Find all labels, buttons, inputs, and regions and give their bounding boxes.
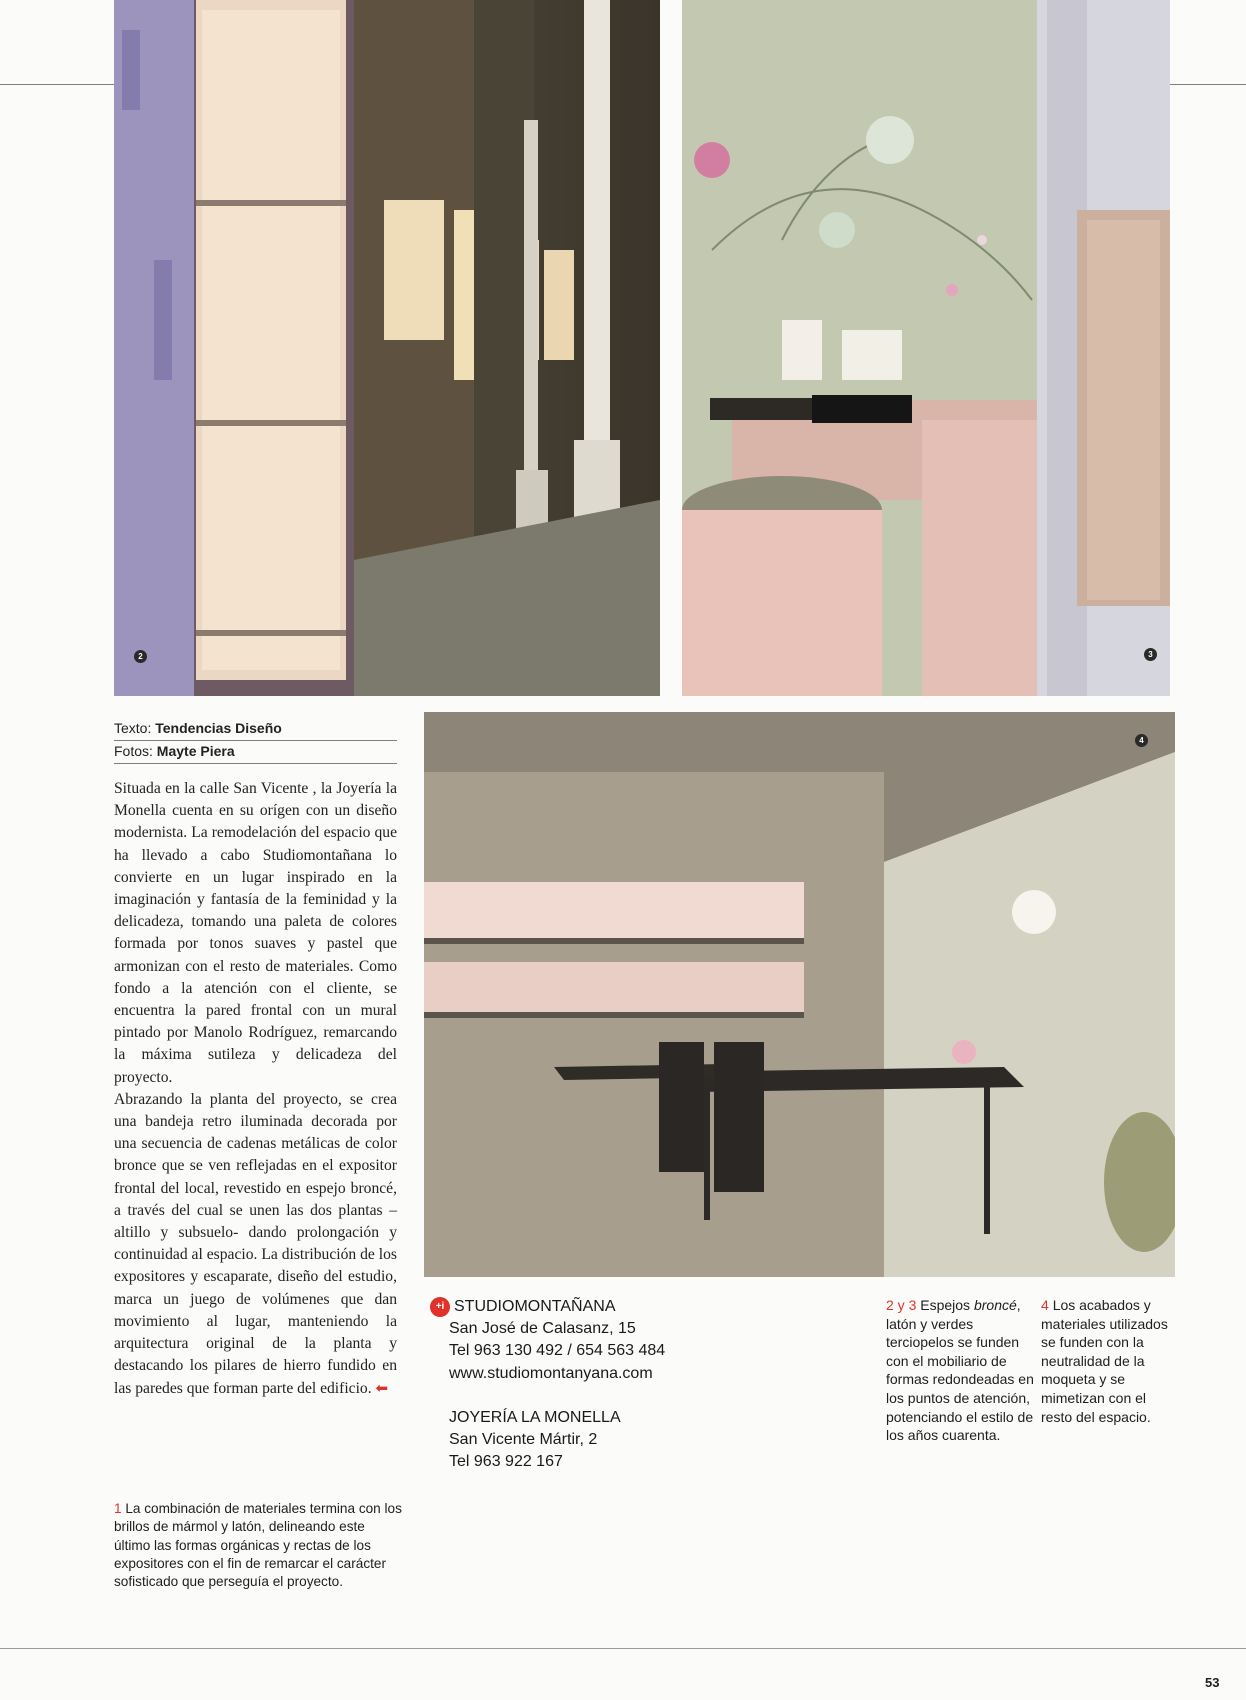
top-rule-right <box>1170 84 1246 85</box>
shop-address: San Vicente Mártir, 2 <box>449 1431 598 1449</box>
text-credit-label: Texto: <box>114 720 152 736</box>
photo-mural-counter-art <box>682 0 1170 696</box>
caption-4 <box>1041 1296 1176 1426</box>
photo-display-cases-art <box>114 0 660 696</box>
shop-tel: Tel 963 922 167 <box>449 1453 563 1471</box>
caption-4-text: Los acabados y materiales utilizados se funden con la neutralidad de la moqueta y se mimetizan con el resto del espacio. <box>1041 1297 1168 1425</box>
page-number: 53 <box>1205 1675 1220 1690</box>
caption-2-3-number: 2 y 3 <box>886 1297 917 1313</box>
end-arrow-icon: ⬅ <box>375 1379 389 1398</box>
caption-4-number: 4 <box>1041 1297 1049 1313</box>
caption-2-3 <box>886 1296 1036 1445</box>
info-block <box>430 1296 665 1474</box>
article-body <box>114 778 397 1401</box>
credit-rule-2 <box>114 763 397 764</box>
photo-display-cases <box>114 0 660 696</box>
studio-tel: Tel 963 130 492 / 654 563 484 <box>449 1342 666 1360</box>
text-credit-value: Tendencias Diseño <box>155 720 282 736</box>
photo-number-badge-3: 3 <box>1144 648 1157 661</box>
photo-credit-label: Fotos: <box>114 743 153 759</box>
photo-mural-counter <box>682 0 1170 696</box>
studio-name-line <box>430 1296 665 1318</box>
photo-number-badge-4: 4 <box>1135 734 1148 747</box>
photo-credit <box>114 743 235 759</box>
caption-1-number: 1 <box>114 1501 122 1516</box>
article-paragraph-2 <box>114 1089 397 1401</box>
studio-web: www.studiomontanyana.com <box>449 1364 653 1382</box>
caption-2-3-pre: Espejos <box>920 1297 971 1313</box>
article-paragraph-1: Situada en la calle San Vicente , la Joyería la Monella cuenta en su orígen con un diseño modernista. La remodelación del espacio que ha llevado a cabo Studiomontañana lo convierte en un lugar inspirado en la imaginación y fantasía de la feminidad y la delicadeza, tomando una paleta de colores formada por tonos suaves y pastel que armonizan con el resto de materiales. Como fondo a la atención con el cliente, se encuentra la pared frontal con un mural pintado por Manolo Rodríguez, remarcando la máxima sutileza y delicadeza del proyecto. <box>114 780 397 1086</box>
photo-credit-value: Mayte Piera <box>156 743 235 759</box>
bottom-rule <box>0 1648 1246 1649</box>
caption-1 <box>114 1500 404 1591</box>
caption-1-text: La combinación de materiales termina con los brillos de mármol y latón, delineando este último las formas orgánicas y rectas de los expositores con el fin de remarcar el carácter sofisticado que perseguía el proyecto. <box>114 1501 402 1590</box>
text-credit <box>114 720 282 736</box>
shop-name: JOYERÍA LA MONELLA <box>449 1409 621 1427</box>
photo-number-badge-2: 2 <box>134 650 147 663</box>
studio-name: STUDIOMONTAÑANA <box>454 1298 616 1315</box>
caption-2-3-italic: broncé <box>973 1297 1017 1313</box>
photo-interior-tables <box>424 712 1175 1277</box>
credit-rule-1 <box>114 740 397 741</box>
top-rule-left <box>0 84 114 85</box>
caption-2-3-text: , latón y verdes terciopelos se funden con el mobiliario de formas redondeadas en los puntos de atención, potenciando el estilo de los años cuarenta. <box>886 1297 1034 1444</box>
studio-address: San José de Calasanz, 15 <box>449 1320 636 1338</box>
info-plus-icon: +i <box>430 1297 450 1317</box>
photo-interior-tables-art <box>424 712 1175 1277</box>
article-paragraph-2-text: Abrazando la planta del proyecto, se crea una bandeja retro iluminada decorada por una secuencia de cadenas metálicas de color bronce que se ven reflejadas en el expositor frontal del local, revestido en espejo broncé, a través del cual se unen las dos plantas –altillo y subsuelo- dando prolongación y continuidad al espacio. La distribución de los expositores y escaparate, diseño del estudio, marca un juego de volúmenes que dan movimiento al lugar, manteniendo la arquitectura original de la planta y destacando los pilares de hierro fundido en las paredes que forman parte del edificio. <box>114 1090 397 1398</box>
info-spacer <box>430 1385 665 1407</box>
